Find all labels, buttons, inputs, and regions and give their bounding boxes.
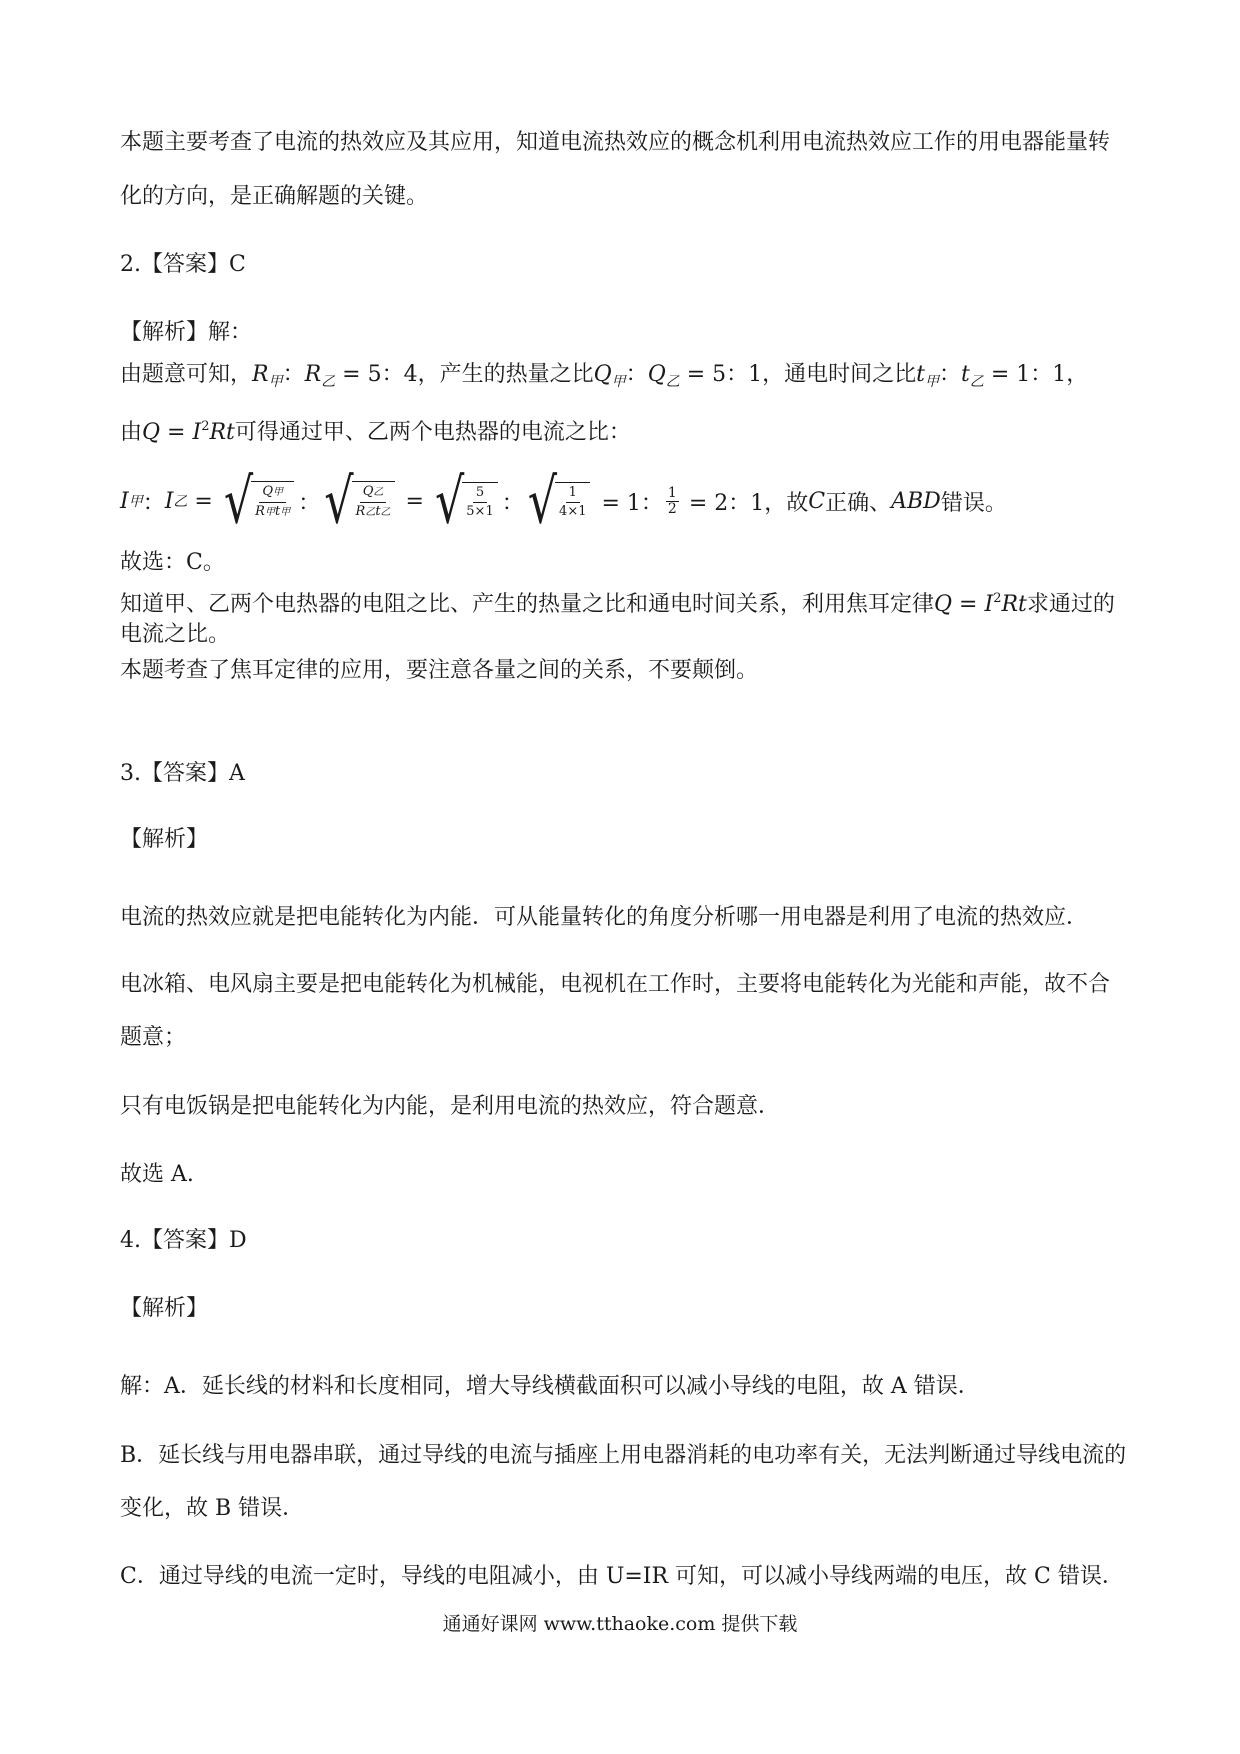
q4-pb1: B．延长线与用电器串联，通过导线的电流与插座上用电器消耗的电功率有关，无法判断通过导线电流的: [120, 1443, 1127, 1468]
q4-pb2: 变化，故 B 错误．: [120, 1496, 305, 1521]
fraction-one-half: $\frac{1}{2}$: [667, 484, 677, 517]
sqrt-q-jia: √ $\frac{\text{Q甲}}{\text{R甲t甲}}$: [224, 478, 294, 524]
para1-line2: 化的方向，是正确解题的关键。: [120, 184, 429, 209]
q2-analysis: 【解析】解：: [120, 320, 253, 345]
q3-analysis: 【解析】: [120, 827, 209, 852]
q2-given: 由题意可知，$R_甲$：$R_乙 = 5$：4，产生的热量之比$Q_甲$：$Q_乙 = 5$：1，通电时间之比$t_甲$：$t_乙 = 1$：1，: [120, 362, 1089, 390]
q2-note3: 本题考查了焦耳定律的应用，要注意各量之间的关系，不要颠倒。: [120, 658, 759, 683]
q3-p1: 电流的热效应就是把电能转化为内能．可从能量转化的角度分析哪一用电器是利用了电流的热效应．: [120, 905, 1089, 930]
q3-p2b: 题意；: [120, 1025, 187, 1050]
q4-answer: 4.【答案】D: [120, 1228, 247, 1253]
sqrt-5-over-5x1: √ $\frac{5}{5\times 1}$: [435, 478, 498, 524]
q2-note1: 知道甲、乙两个电热器的电阻之比、产生的热量之比和通电时间关系，利用焦耳定律$Q = I^2Rt$求通过的: [120, 591, 1115, 617]
q2-answer: 2.【答案】C: [120, 252, 246, 277]
q4-pa: 解：A．延长线的材料和长度相同，增大导线横截面积可以减小导线的电阻，故 A 错误．: [120, 1374, 980, 1399]
q3-choose: 故选 A.: [120, 1162, 194, 1187]
para1-line1: 本题主要考查了电流的热效应及其应用，知道电流热效应的概念机利用电流热效应工作的用电器能量转: [120, 130, 1111, 155]
sqrt-1-over-4x1: √ $\frac{1}{4\times 1}$: [528, 478, 591, 524]
page-footer: 通通好课网 www.tthaoke.com 提供下载: [442, 1613, 798, 1635]
q3-p2a: 电冰箱、电风扇主要是把电能转化为机械能，电视机在工作时，主要将电能转化为光能和声能，故不合: [120, 972, 1111, 997]
q2-current-ratio-formula: I 甲 ： I 乙 = √ $\frac{\text{Q甲}}{\text{R甲t甲}}$ ： √ $\frac{\text{Q乙}}{\text{R乙t乙}}$ = √ $\frac{5}{5\times 1}$ ： √ $\frac{1}{4\times 1}$ = 1： $\frac{1}{2}$ = 2：1，故 C 正确、 ABD 错误。: [120, 464, 1007, 538]
q3-answer: 3.【答案】A: [120, 761, 245, 786]
q4-pc: C．通过导线的电流一定时，导线的电阻减小，由 U=IR 可知，可以减小导线两端的电压，故 C 错误．: [120, 1564, 1124, 1589]
q2-choose: 故选：C。: [120, 550, 225, 575]
q3-p3: 只有电饭锅是把电能转化为内能，是利用电流的热效应，符合题意．: [120, 1094, 781, 1119]
q4-analysis: 【解析】: [120, 1296, 209, 1321]
q2-derive: 由$Q = I^2Rt$可得通过甲、乙两个电热器的电流之比：: [120, 419, 631, 445]
q2-note2: 电流之比。: [120, 622, 231, 647]
sqrt-q-yi: √ $\frac{\text{Q乙}}{\text{R乙t乙}}$: [324, 478, 394, 524]
